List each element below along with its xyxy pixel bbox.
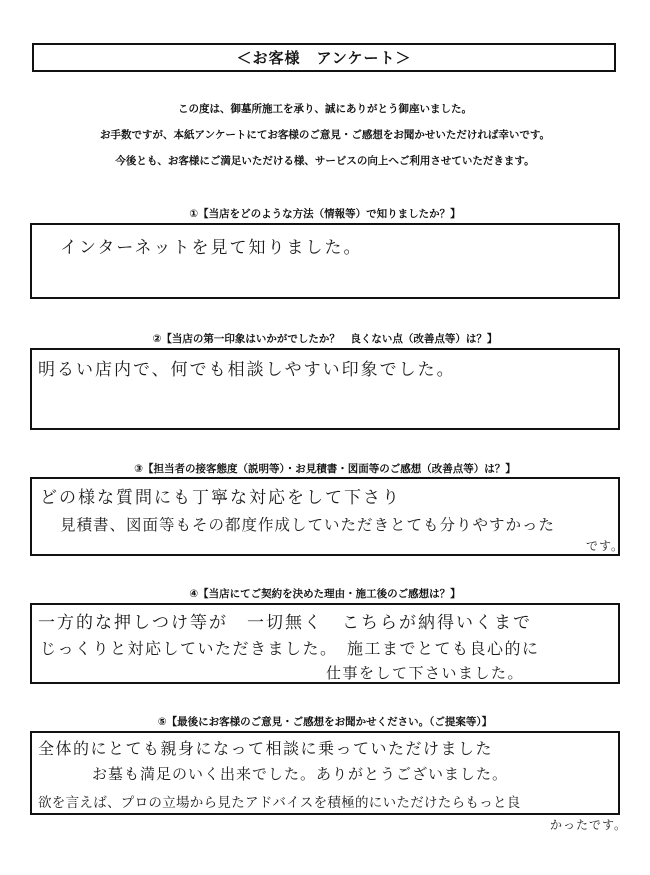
question-3-answer-line-2: 見積書、図面等もその都度作成していただきとても分りやすかった (60, 516, 556, 534)
question-1-answer-line: インターネットを見て知りました。 (60, 238, 363, 258)
intro-line-1: この度は、御墓所施工を承り、誠にありがとう御座いました。 (178, 103, 472, 115)
intro-line-3: 今後とも、お客様にご満足いただける様、サービスの向上へご利用させていただきます。 (115, 155, 535, 167)
question-5-answer-line-1: 全体的にとても親身になって相談に乗っていただけました (38, 739, 494, 758)
question-5-label: ⑤【最後にお客様のご意見・ご感想をお聞かせください。（ご提案等）】 (157, 716, 493, 728)
question-4-label: ④【当店にてご契約を決めた理由・施工後のご感想は？】 (189, 588, 461, 600)
question-1-label: ①【当店をどのような方法（情報等）で知りましたか？】 (189, 208, 461, 220)
question-4-answer-line-3: 仕事をして下さいました。 (326, 664, 525, 682)
question-2-label: ②【当店の第一印象はいかがでしたか？ 良くない点（改善点等）は？】 (152, 333, 498, 345)
intro-line-2: お手数ですが、本紙アンケートにてお客様のご意見・ご感想をお聞かせいただければ幸いです。 (99, 129, 551, 141)
question-5-answer-line-3: 欲を言えば、プロの立場から見たアドバイスを積極的にいただけたらもっと良 (38, 795, 521, 811)
question-2-answer-line: 明るい店内で、何でも相談しやすい印象でした。 (38, 360, 456, 380)
survey-title: ＜お客様 アンケート＞ (32, 43, 616, 72)
question-4-answer-line-2: じっくりと対応していただきました。 施工までとても良心的に (40, 639, 540, 658)
question-3-answer-line-1: どの様な質問にも丁寧な対応をして下さり (40, 488, 401, 508)
question-3-label: ③【担当者の接客態度（説明等）・お見積書・図面等のご感想（改善点等）は？】 (134, 463, 516, 475)
question-3-answer-line-3: です。 (586, 539, 625, 553)
question-5-answer-line-4: かったです。 (550, 818, 628, 832)
question-5-answer-line-2: お墓も満足のいく出来でした。ありがとうございました。 (92, 765, 509, 783)
question-4-answer-line-1: 一方的な押しつけ等が 一切無く こちらが納得いくまで (38, 613, 532, 633)
